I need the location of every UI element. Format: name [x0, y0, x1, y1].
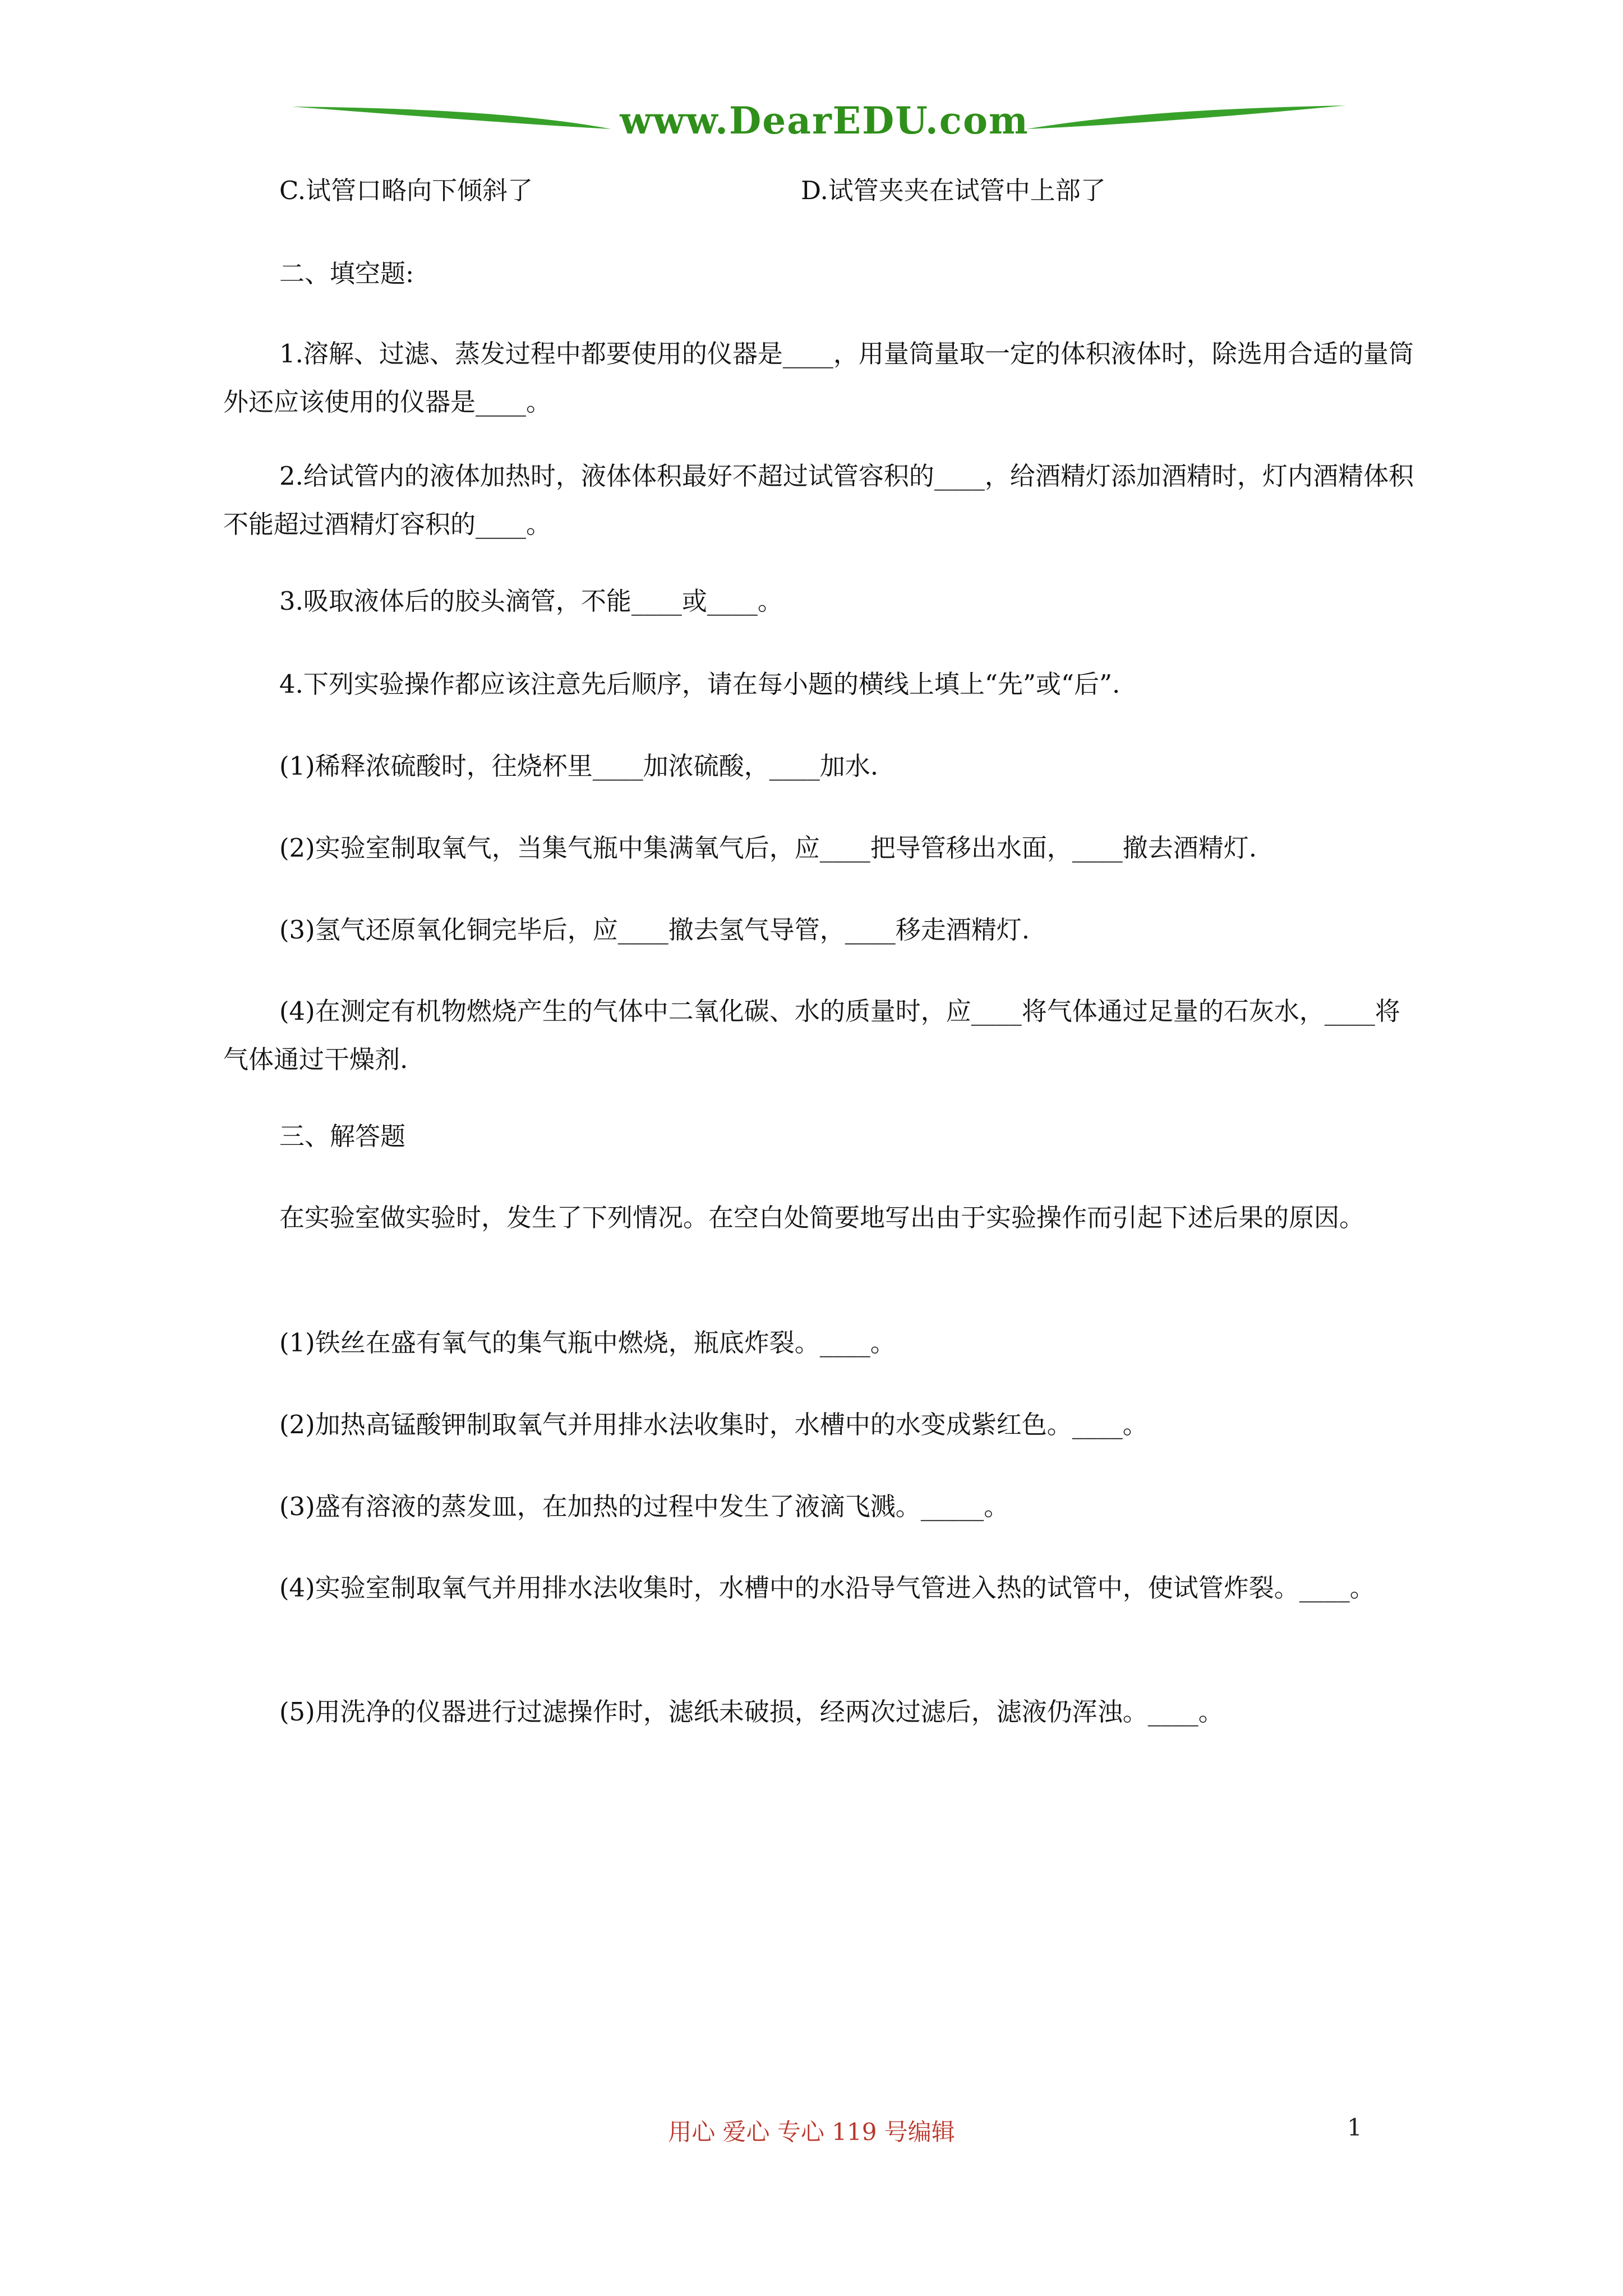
fill-question-1: 1.溶解、过滤、蒸发过程中都要使用的仪器是____，用量筒量取一定的体积液体时，除选用合适的量筒外还应该使用的仪器是____。	[223, 339, 1414, 417]
page-number: 1	[1347, 2114, 1362, 2141]
fill-question-4-4: (4)在测定有机物燃烧产生的气体中二氧化碳、水的质量时，应____将气体通过足量的石灰水，____将气体通过干燥剂.	[223, 996, 1400, 1074]
fill-question-2: 2.给试管内的液体加热时，液体体积最好不超过试管容积的____，给酒精灯添加酒精时，灯内酒精体积不能超过酒精灯容积的____。	[223, 461, 1414, 539]
option-c: C.试管口略向下倾斜了	[279, 176, 533, 205]
answer-item-5: (5)用洗净的仪器进行过滤操作时，滤纸未破损，经两次过滤后，滤液仍浑浊。____。	[279, 1697, 1224, 1727]
answer-intro: 在实验室做实验时，发生了下列情况。在空白处简要地写出由于实验操作而引起下述后果的原因。	[279, 1203, 1365, 1232]
fill-question-3: 3.吸取液体后的胶头滴管，不能____或____。	[279, 586, 783, 616]
footer-text: 用心 爱心 专心 119 号编辑	[668, 2118, 955, 2146]
section-answer-heading: 三、解答题	[279, 1121, 406, 1151]
answer-item-2: (2)加热高锰酸钾制取氧气并用排水法收集时，水槽中的水变成紫红色。____。	[279, 1410, 1148, 1439]
answer-item-3: (3)盛有溶液的蒸发皿，在加热的过程中发生了液滴飞溅。_____。	[279, 1492, 1009, 1521]
site-header	[286, 95, 1352, 151]
section-fill-heading: 二、填空题:	[279, 259, 414, 288]
fill-question-4: 4.下列实验操作都应该注意先后顺序，请在每小题的横线上填上“先”或“后”.	[279, 669, 1121, 699]
fill-question-4-1: (1)稀释浓硫酸时，往烧杯里____加浓硫酸，____加水.	[279, 751, 879, 781]
answer-item-4: (4)实验室制取氧气并用排水法收集时，水槽中的水沿导气管进入热的试管中，使试管炸裂。____。	[279, 1573, 1375, 1603]
fill-question-4-2: (2)实验室制取氧气，当集气瓶中集满氧气后，应____把导管移出水面，____撤去酒精灯.	[279, 833, 1257, 863]
option-d: D.试管夹夹在试管中上部了	[801, 176, 1106, 205]
fill-question-4-3: (3)氢气还原氧化铜完毕后，应____撤去氢气导管，____移走酒精灯.	[279, 915, 1030, 945]
site-title: www.DearEDU.com	[620, 99, 1029, 142]
answer-item-1: (1)铁丝在盛有氧气的集气瓶中燃烧，瓶底炸裂。____。	[279, 1328, 896, 1358]
